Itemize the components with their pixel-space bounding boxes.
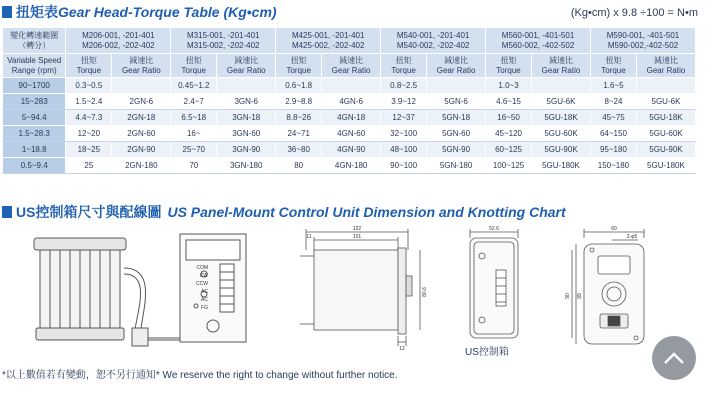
model-line-1: M206-001, -201-401 [82, 30, 155, 40]
model-line-1: M425-001, -201-401 [291, 30, 365, 40]
model-line-2: M206-002, -202-402 [82, 40, 155, 50]
ratio-cell: 3GN-90 [217, 142, 276, 158]
torque-header [66, 54, 112, 78]
ratio-cell: 2GN-18 [112, 110, 171, 126]
dim-526: 52.6 [489, 226, 499, 232]
model-line-1: M315-001, -201-401 [187, 30, 260, 40]
speed-cell: 1.5~28.3 [3, 126, 66, 142]
model-line-2: M425-002, -202-402 [291, 40, 365, 50]
ratio-cell: 5GU-90K [531, 142, 590, 158]
model-header [171, 28, 276, 54]
torque-header [486, 54, 532, 78]
ratio-cell: 5GN-180 [427, 158, 486, 174]
model-header [486, 28, 591, 54]
torque-cell: 0.6~1.8 [276, 78, 322, 94]
terminal-label: FG [201, 305, 208, 311]
speed-header-zh-text: 變化轉速範圍（轉分） [10, 30, 59, 50]
section-title-dimension [2, 202, 566, 222]
speed-cell: 1~18.8 [3, 142, 66, 158]
torque-header-en: Torque [286, 65, 311, 75]
ratio-header-zh: 減速比 [339, 55, 364, 65]
torque-cell: 36~80 [276, 142, 322, 158]
ratio-cell: 5GN-90 [427, 142, 486, 158]
ratio-header-en: Gear Ratio [226, 65, 266, 75]
ratio-header-en: Gear Ratio [436, 65, 476, 75]
speed-cell: 0.5~9.4 [3, 158, 66, 174]
model-header [381, 28, 486, 54]
torque-cell: 1.0~3 [486, 78, 532, 94]
table-row [3, 126, 696, 142]
torque-cell: 0.45~1.2 [171, 78, 217, 94]
torque-cell: 4.4~7.3 [66, 110, 112, 126]
torque-header-en: Torque [496, 65, 521, 75]
dim-11: 11 [306, 234, 312, 240]
ratio-cell: 5GU-180K [636, 158, 695, 174]
torque-header [171, 54, 217, 78]
torque-cell: 1.6~5 [591, 78, 637, 94]
ratio-cell: 3GN-18 [217, 110, 276, 126]
ratio-header [322, 54, 381, 78]
dim-2-phi5: 2-φ5 [626, 234, 638, 240]
ratio-cell: 5GU-6K [531, 94, 590, 110]
torque-header-zh: 扭矩 [395, 55, 412, 65]
speed-cell: 5~94.4 [3, 110, 66, 126]
ratio-cell: 2GN-90 [112, 142, 171, 158]
torque-cell: 0.3~0.5 [66, 78, 112, 94]
ratio-header-en: Gear Ratio [541, 65, 581, 75]
torque-header-zh: 扭矩 [500, 55, 517, 65]
ratio-cell: 5GU-60K [531, 126, 590, 142]
wiring-diagram [20, 228, 260, 353]
ratio-cell [322, 78, 381, 94]
terminal-label: COM [196, 265, 208, 271]
torque-cell: 16~50 [486, 110, 532, 126]
ratio-cell: 2GN-60 [112, 126, 171, 142]
ratio-cell: 4GN-180 [322, 158, 381, 174]
ratio-cell: 3GN-180 [217, 158, 276, 174]
torque-cell: 18~25 [66, 142, 112, 158]
terminal-label: AC [201, 289, 208, 295]
model-line-1: M540-001, -201-401 [396, 30, 470, 40]
torque-cell: 70 [171, 158, 217, 174]
ratio-cell [531, 78, 590, 94]
ratio-cell: 3GN-6 [217, 94, 276, 110]
torque-cell: 8.8~26 [276, 110, 322, 126]
torque-cell: 90~100 [381, 158, 427, 174]
dim-89: 89 [577, 293, 583, 299]
torque-table [2, 27, 696, 174]
torque-cell: 2.4~7 [171, 94, 217, 110]
ratio-cell: 5GU-90K [636, 142, 695, 158]
torque-header-en: Torque [391, 65, 416, 75]
torque-cell: 1.5~2.4 [66, 94, 112, 110]
torque-header [591, 54, 637, 78]
model-line-2: M540-002, -202-402 [396, 40, 470, 50]
torque-cell: 64~150 [591, 126, 637, 142]
torque-header-zh: 扭矩 [185, 55, 202, 65]
torque-cell: 8~24 [591, 94, 637, 110]
ratio-cell: 4GN-60 [322, 126, 381, 142]
section-marker [2, 6, 12, 18]
ratio-header-en: Gear Ratio [121, 65, 161, 75]
ratio-header-zh: 減速比 [548, 55, 573, 65]
section-title-zh: US控制箱尺寸與配線圖 [16, 204, 162, 220]
ratio-header-zh: 減速比 [129, 55, 154, 65]
model-line-1: M560-001, -401-501 [501, 30, 575, 40]
torque-header [276, 54, 322, 78]
torque-cell: 100~125 [486, 158, 532, 174]
model-header [276, 28, 381, 54]
torque-cell: 45~120 [486, 126, 532, 142]
ratio-cell: 4GN-18 [322, 110, 381, 126]
dim-806: 80.6 [422, 287, 428, 297]
ratio-header-zh: 減速比 [653, 55, 678, 65]
torque-cell: 16~ [171, 126, 217, 142]
torque-cell: 24~71 [276, 126, 322, 142]
torque-header-zh: 扭矩 [80, 55, 97, 65]
torque-cell: 3.9~12 [381, 94, 427, 110]
ratio-header [636, 54, 695, 78]
torque-cell: 150~180 [591, 158, 637, 174]
torque-cell: 4.6~15 [486, 94, 532, 110]
speed-header-zh [3, 28, 66, 54]
us-box-label: US控制箱 [465, 347, 509, 358]
torque-cell: 2.9~8.8 [276, 94, 322, 110]
speed-cell: 90~1700 [3, 78, 66, 94]
torque-header-en: Torque [181, 65, 206, 75]
speed-header-en [3, 54, 66, 78]
ratio-cell: 5GU-18K [531, 110, 590, 126]
table-row [3, 142, 696, 158]
ratio-header-en: Gear Ratio [646, 65, 686, 75]
torque-cell: 25 [66, 158, 112, 174]
model-line-2: M560-002, -402-502 [501, 40, 575, 50]
ratio-cell [112, 78, 171, 94]
dim-60: 60 [611, 226, 617, 232]
chevron-up-icon [663, 351, 685, 365]
torque-header-zh: 扭矩 [290, 55, 307, 65]
section-title-en: US Panel-Mount Control Unit Dimension and Knotting Chart [167, 204, 566, 220]
ratio-header [531, 54, 590, 78]
ratio-cell: 5GU-180K [531, 158, 590, 174]
ratio-cell [427, 78, 486, 94]
torque-cell: 48~100 [381, 142, 427, 158]
torque-header-zh: 扭矩 [605, 55, 622, 65]
torque-cell: 6.5~18 [171, 110, 217, 126]
unit-formula: (Kg•cm) x 9.8 ÷100 = N•m [570, 7, 698, 19]
ratio-header [427, 54, 486, 78]
dim-12: 12 [399, 346, 405, 352]
torque-header-en: Torque [76, 65, 102, 75]
ratio-cell: 2GN-6 [112, 94, 171, 110]
scroll-to-top-button[interactable] [652, 336, 696, 380]
ratio-header-en: Gear Ratio [331, 65, 371, 75]
torque-cell: 12~20 [66, 126, 112, 142]
section-marker [2, 206, 12, 218]
ratio-cell [217, 78, 276, 94]
ratio-header [112, 54, 171, 78]
model-line-2: M590-002,-402-502 [607, 40, 679, 50]
torque-cell: 32~100 [381, 126, 427, 142]
ratio-header-zh: 減速比 [234, 55, 259, 65]
dim-101: 101 [352, 234, 362, 240]
section-title-en: Gear Head-Torque Table (Kg•cm) [58, 4, 277, 20]
terminal-label: CW [199, 273, 208, 279]
table-row [3, 158, 696, 174]
ratio-cell: 5GN-18 [427, 110, 486, 126]
model-line-2: M315-002, -202-402 [187, 40, 260, 50]
ratio-header-zh: 減速比 [444, 55, 469, 65]
section-title-torque [2, 2, 277, 22]
table-row [3, 110, 696, 126]
terminal-label: CCW [196, 281, 208, 287]
panel-front-drawing [565, 226, 662, 348]
torque-header-en: Torque [601, 65, 626, 75]
speed-cell: 15~283 [3, 94, 66, 110]
torque-cell: 60~125 [486, 142, 532, 158]
dim-90: 90 [565, 293, 571, 299]
side-dimension-drawing [300, 226, 440, 354]
ratio-cell: 5GU-60K [636, 126, 695, 142]
model-header [591, 28, 696, 54]
speed-header-en-text: Variable Speed Range (rpm) [7, 55, 62, 75]
ratio-cell: 3GN-60 [217, 126, 276, 142]
torque-cell: 45~75 [591, 110, 637, 126]
ratio-cell: 2GN-180 [112, 158, 171, 174]
ratio-cell: 5GN-6 [427, 94, 486, 110]
dim-122: 122 [352, 226, 362, 232]
ratio-cell: 4GN-6 [322, 94, 381, 110]
ratio-cell: 5GU-18K [636, 110, 695, 126]
model-line-1: M590-001, -401-501 [606, 30, 680, 40]
ratio-cell [636, 78, 695, 94]
table-row [3, 78, 696, 94]
torque-cell: 95~180 [591, 142, 637, 158]
terminal-label: AC [201, 297, 208, 303]
ratio-cell: 5GU-6K [636, 94, 695, 110]
ratio-cell: 4GN-90 [322, 142, 381, 158]
footnote: *以上數值若有變動，恕不另行通知* We reserve the right to change without further notice. [2, 370, 398, 381]
ratio-header [217, 54, 276, 78]
torque-cell: 80 [276, 158, 322, 174]
ratio-cell: 5GN-60 [427, 126, 486, 142]
section-title-zh: 扭矩表 [16, 4, 58, 20]
torque-cell: 0.8~2.5 [381, 78, 427, 94]
us-box-drawing [456, 226, 536, 344]
table-row [3, 94, 696, 110]
torque-cell: 12~37 [381, 110, 427, 126]
model-header [66, 28, 171, 54]
torque-cell: 25~70 [171, 142, 217, 158]
torque-header [381, 54, 427, 78]
